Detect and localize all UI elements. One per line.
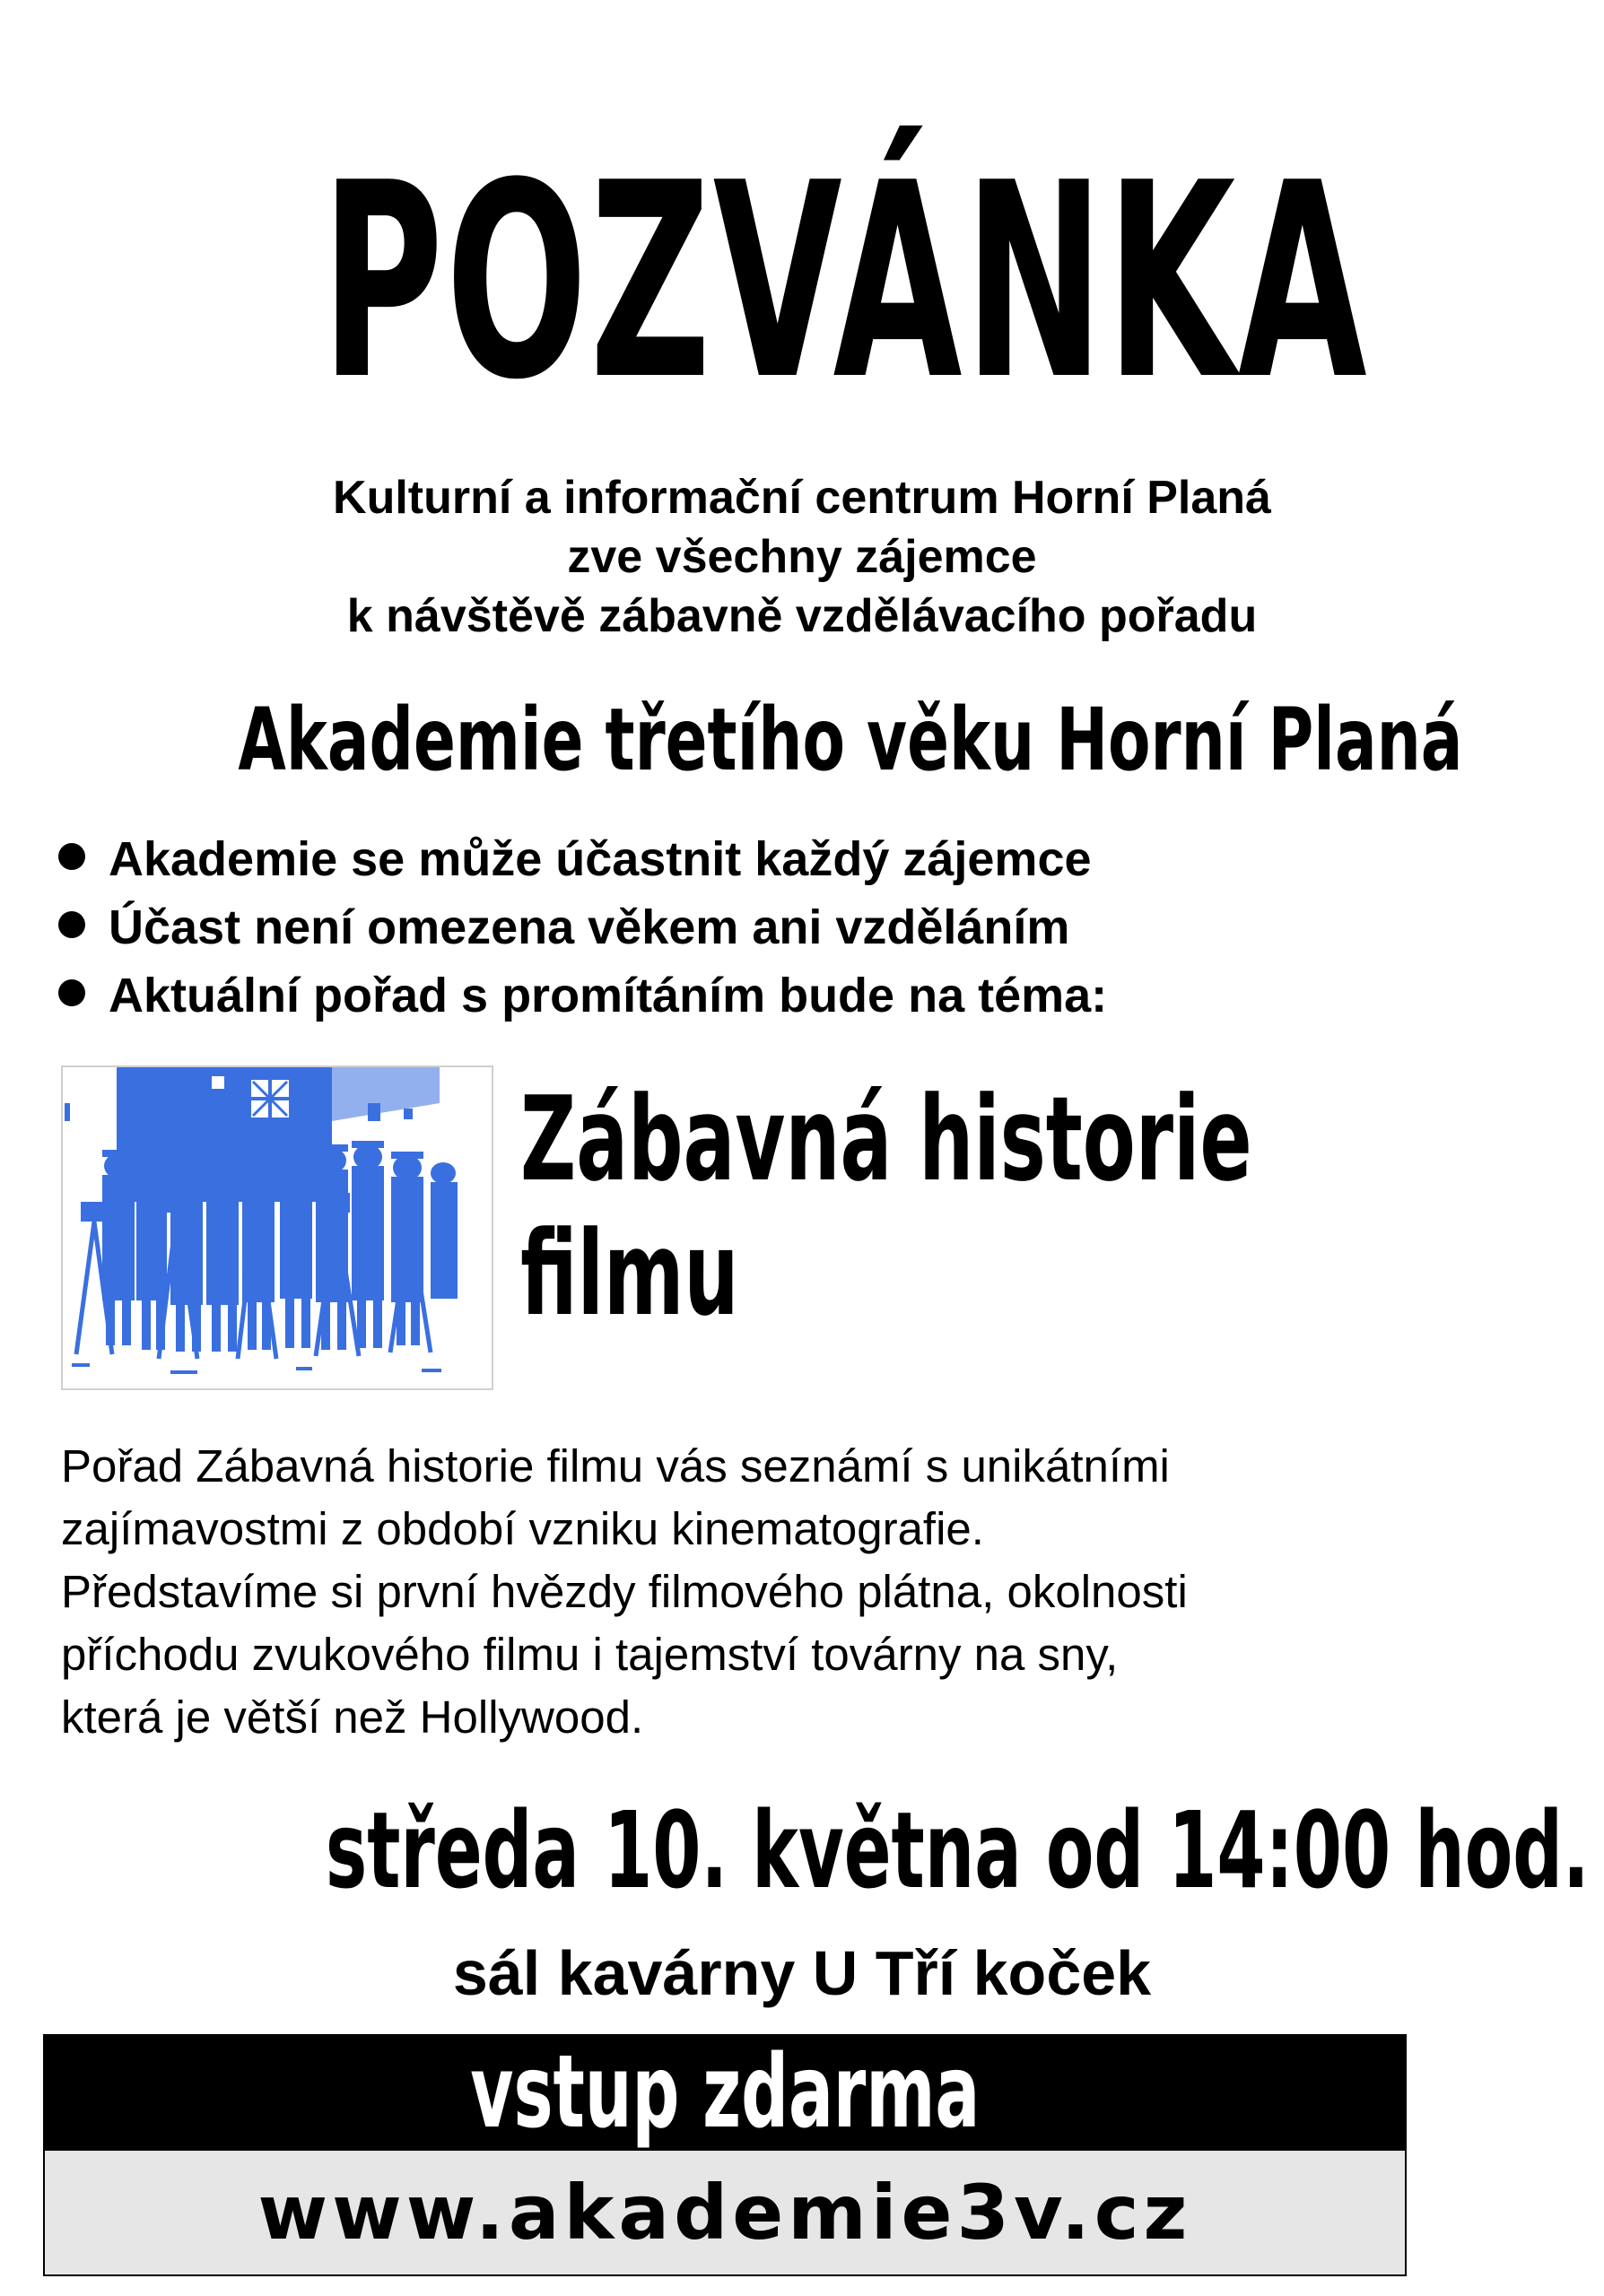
event-date-block bbox=[0, 1788, 1604, 1912]
free-entry-text: vstup zdarma bbox=[470, 2034, 980, 2151]
website-banner bbox=[43, 2151, 1407, 2276]
bullet-text: Akademie se může účastnit každý zájemce bbox=[109, 832, 1092, 886]
bullet-item bbox=[58, 893, 1069, 961]
event-date-time: středa 10. května od 14:00 hod. bbox=[325, 1788, 1590, 1912]
event-venue: sál kavárny U Tří koček bbox=[452, 1938, 1152, 2008]
intro-line-invitation: zve všechny zájemce bbox=[567, 531, 1037, 583]
topic-heading-block bbox=[520, 1072, 1552, 1341]
bullet-item bbox=[58, 961, 1107, 1030]
bullet-dot-icon bbox=[58, 979, 85, 1006]
description-line: zajímavostmi z období vzniku kinematografie. bbox=[61, 1503, 984, 1554]
bullet-dot-icon bbox=[58, 911, 85, 938]
intro-line-organizer: Kulturní a informační centrum Horní Planá bbox=[333, 472, 1271, 524]
bullet-text: Aktuální pořad s promítáním bude na téma: bbox=[109, 969, 1108, 1022]
bullet-item bbox=[58, 825, 1092, 893]
description-line: Představíme si první hvězdy filmového plátna, okolnosti bbox=[61, 1566, 1188, 1617]
film-crew-photo-icon bbox=[61, 1065, 493, 1390]
poster-title: POZVÁNKA bbox=[320, 126, 1370, 439]
intro-line-program: k návštěvě zábavně vzdělávacího pořadu bbox=[346, 590, 1258, 642]
topic-heading-line: Zábavná historie bbox=[520, 1071, 1252, 1207]
academy-heading-block bbox=[0, 691, 1604, 789]
free-entry-banner bbox=[43, 2034, 1407, 2151]
poster-title-block bbox=[0, 126, 1604, 439]
website-link[interactable]: www.akademie3v.cz bbox=[257, 2169, 1192, 2257]
description-line: Pořad Zábavná historie filmu vás seznámí s unikátními bbox=[61, 1440, 1170, 1492]
academy-heading: Akademie třetího věku Horní Planá bbox=[238, 690, 1463, 790]
bullet-text: Účast není omezena věkem ani vzděláním bbox=[109, 900, 1070, 954]
description-line: příchodu zvukového filmu i tajemství továrny na sny, bbox=[61, 1629, 1119, 1680]
bullet-dot-icon bbox=[58, 843, 85, 870]
description-line: která je větší než Hollywood. bbox=[61, 1692, 644, 1743]
program-description bbox=[61, 1435, 1532, 1749]
topic-heading-line: filmu bbox=[520, 1205, 739, 1342]
